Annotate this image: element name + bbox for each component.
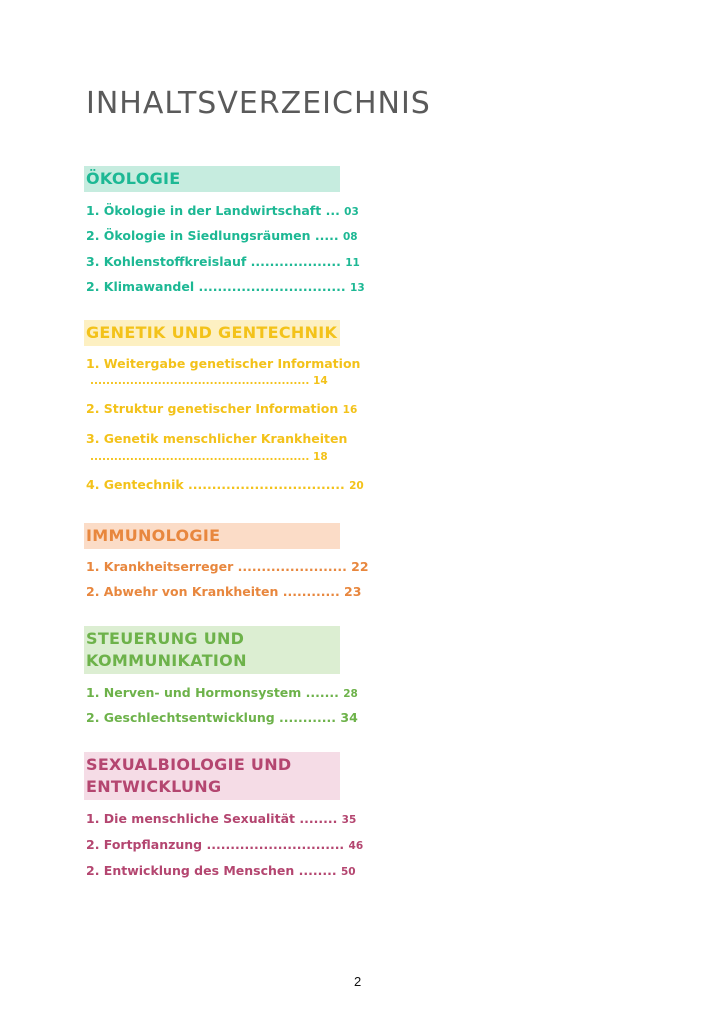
toc-entry[interactable] [86,203,359,220]
section-genetik [84,320,364,492]
toc-entry-page: 08 [343,231,358,243]
section-immunologie [84,523,369,599]
section-sexualbiologie [84,752,364,878]
toc-entry-text: 1. Nerven- und Hormonsystem ....... [86,685,344,700]
toc-entry[interactable] [86,584,362,600]
section-steuerung [84,626,358,725]
toc-entry[interactable] [86,837,364,854]
toc-entry-text: 1. Krankheitserreger ....................... [86,559,352,574]
section-heading-oekologie: ÖKOLOGIE [84,166,340,192]
toc-entry[interactable] [86,811,357,828]
toc-entry-page: 34 [340,710,358,725]
toc-entry-page: 14 [313,375,328,387]
section-heading-sexualbiologie [84,752,340,800]
toc-entry-text: 4. Gentechnik ................................. [86,477,350,492]
toc-entry[interactable] [86,863,356,880]
section-heading-genetik: GENETIK UND GENTECHNIK [84,320,340,346]
page-number: 2 [354,974,362,989]
toc-entry-page: 35 [341,814,357,826]
toc-entry-text: 2. Abwehr von Krankheiten ............ [86,584,345,599]
toc-entry-text: 2. Struktur genetischer Information [86,401,343,416]
toc-entry-text: 2. Fortpflanzung ............................. [86,837,349,852]
toc-entry-dots: ....................................................... [90,375,314,387]
toc-entry-text: 2. Ökologie in Siedlungsräumen ..... [86,228,343,243]
toc-entry[interactable] [86,710,358,726]
toc-entry[interactable] [86,477,364,494]
toc-entry-text: 3. Kohlenstoffkreislauf ................... [86,254,346,269]
section-heading-line: KOMMUNIKATION [86,651,247,670]
toc-entry-text: 2. Geschlechtsentwicklung ............ [86,710,341,725]
toc-entry-page: 50 [341,866,356,878]
toc-entry-text: 2. Klimawandel ............................... [86,279,351,294]
toc-entry-page: 16 [342,404,358,416]
toc-entry[interactable] [86,685,358,702]
section-heading-line: STEUERUNG UND [86,629,245,648]
toc-entry-page: 46 [348,840,364,852]
toc-entry-dots-line [90,450,340,464]
toc-entry-dots-line [90,374,340,388]
toc-entry[interactable] [86,228,358,245]
section-heading-immunologie: IMMUNOLOGIE [84,523,340,549]
toc-entry[interactable] [86,279,365,296]
toc-entry-page: 11 [345,257,360,269]
toc-entry-text: 2. Entwicklung des Menschen ........ [86,863,341,878]
toc-entry-page: 20 [349,480,364,492]
section-heading-line: SEXUALBIOLOGIE UND [86,755,292,774]
section-heading-line: ENTWICKLUNG [86,777,222,796]
section-oekologie [84,166,365,294]
toc-entry-text: 1. Weitergabe genetischer Information [86,356,361,371]
toc-entry-page: 13 [350,282,365,294]
section-heading-steuerung [84,626,340,674]
toc-entry-text: 1. Ökologie in der Landwirtschaft ... [86,203,345,218]
toc-entry-page: 23 [344,584,362,599]
toc-entry-text: 3. Genetik menschlicher Krankheiten [86,431,348,446]
toc-entry-page: 18 [313,451,328,463]
page-title: INHALTSVERZEICHNIS [86,86,431,121]
toc-entry[interactable] [86,254,360,271]
toc-entry[interactable] [86,356,361,372]
toc-entry[interactable] [86,431,348,447]
toc-entry-dots: ....................................................... [90,451,314,463]
toc-entry-page: 22 [351,559,369,574]
toc-entry-page: 03 [344,206,359,218]
toc-entry-page: 28 [343,688,358,700]
toc-entry[interactable] [86,559,369,575]
toc-entry[interactable] [86,401,358,418]
toc-entry-text: 1. Die menschliche Sexualität ........ [86,811,342,826]
